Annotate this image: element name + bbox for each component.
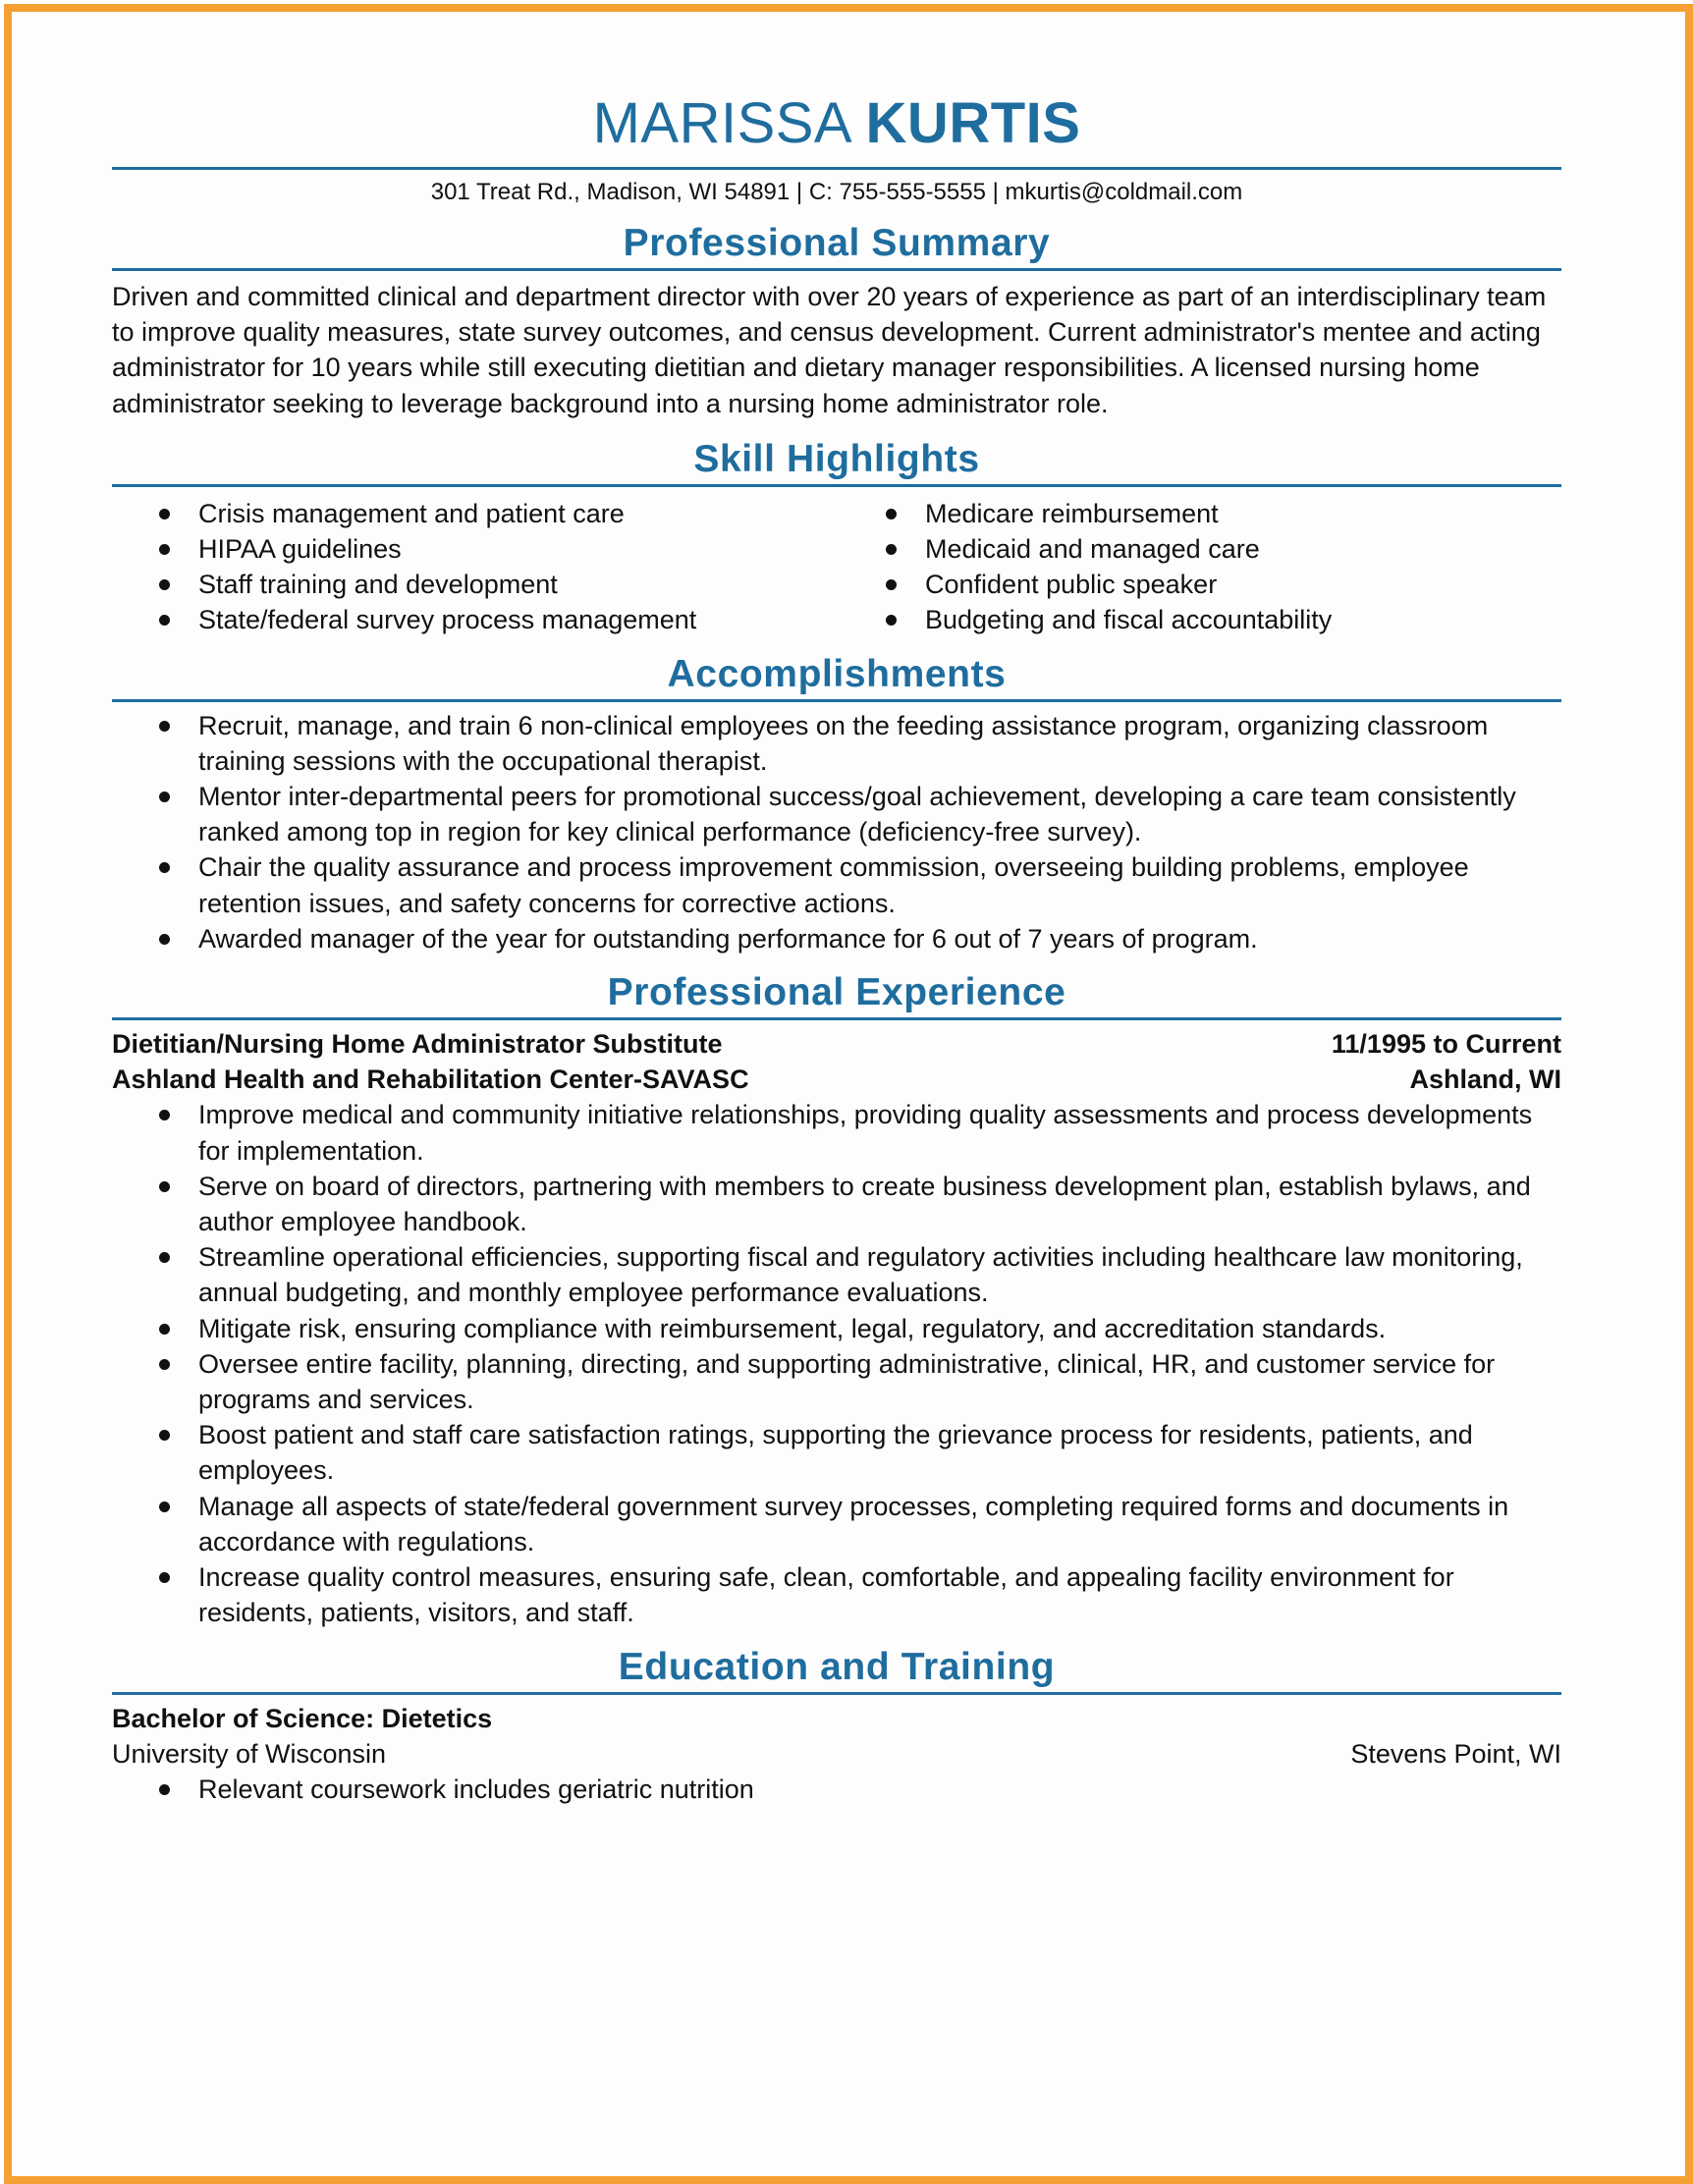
education-rule [112,1692,1561,1695]
accomplishments-rule [112,699,1561,702]
accomplishment-item: Chair the quality assurance and process improvement commission, overseeing building problems, employee retention issues, and safety concerns for corrective actions. [112,849,1561,920]
skill-item: Budgeting and fiscal accountability [839,602,1561,637]
job-title: Dietitian/Nursing Home Administrator Substitute [112,1029,723,1060]
candidate-name [112,84,1561,163]
accomplishment-item: Recruit, manage, and train 6 non-clinical employees on the feeding assistance program, organizing classroom training sessions with the occupational therapist. [112,708,1561,779]
experience-item: Streamline operational efficiencies, supporting fiscal and regulatory activities including healthcare law monitoring, annual budgeting, and monthly employee performance evaluations. [112,1239,1561,1310]
accomplishments-heading: Accomplishments [667,652,1007,695]
summary-heading: Professional Summary [623,222,1051,264]
skills-list [112,496,1561,638]
experience-item: Boost patient and staff care satisfaction ratings, supporting the grievance process for residents, patients, and employees. [112,1417,1561,1488]
school-location: Stevens Point, WI [1350,1738,1561,1769]
skill-item: Medicaid and managed care [839,531,1561,567]
first-name: MARISSA [592,91,849,155]
last-name: KURTIS [865,91,1081,155]
skill-item: Crisis management and patient care [112,496,839,531]
degree: Bachelor of Science: Dietetics [112,1703,493,1733]
skills-left-column [112,496,839,638]
skills-rule [112,484,1561,487]
resume [112,84,1561,1807]
skill-item: State/federal survey process management [112,602,839,637]
contact-line: 301 Treat Rd., Madison, WI 54891 | C: 755-555-5555 | mkurtis@coldmail.com [430,179,1243,205]
degree-row [112,1701,1561,1736]
experience-item: Increase quality control measures, ensuring safe, clean, comfortable, and appealing facility environment for residents, patients, visitors, and staff. [112,1559,1561,1630]
experience-rule [112,1017,1561,1020]
experience-item: Serve on board of directors, partnering with members to create business development plan, establish bylaws, and author employee handbook. [112,1169,1561,1239]
experience-heading: Professional Experience [607,971,1066,1014]
school-name: University of Wisconsin [112,1738,387,1769]
experience-item: Improve medical and community initiative relationships, providing quality assessments and process developments for implementation. [112,1097,1561,1168]
skills-heading: Skill Highlights [693,437,980,480]
education-list [112,1772,1561,1807]
education-heading: Education and Training [618,1645,1056,1688]
skill-item: Staff training and development [112,567,839,602]
summary-rule [112,268,1561,271]
experience-list [112,1097,1561,1630]
skills-right-column [839,496,1561,638]
header-rule [112,167,1561,170]
summary-text: Driven and committed clinical and department director with over 20 years of experience as part of an interdisciplinary team to improve quality measures, state survey outcomes, and census development. Current administrator's mentee and acting administrator for 10 years while still executing dietitian and dietary manager responsibilities. A licensed nursing home administrator seeking to leverage background into a nursing home administrator role. [112,282,1547,418]
experience-item: Oversee entire facility, planning, directing, and supporting administrative, clinical, HR, and customer service for programs and services. [112,1346,1561,1417]
employer-location: Ashland, WI [1409,1065,1561,1095]
accomplishment-item: Awarded manager of the year for outstanding performance for 6 out of 7 years of program. [112,921,1561,956]
education-item: Relevant coursework includes geriatric nutrition [112,1772,1561,1807]
skill-item: Medicare reimbursement [839,496,1561,531]
employer-name: Ashland Health and Rehabilitation Center-SAVASC [112,1065,749,1095]
job-dates: 11/1995 to Current [1331,1029,1561,1060]
employer-row [112,1062,1561,1097]
skill-item: HIPAA guidelines [112,531,839,567]
experience-item: Manage all aspects of state/federal government survey processes, completing required forms and documents in accordance with regulations. [112,1489,1561,1559]
skill-item: Confident public speaker [839,567,1561,602]
accomplishments-list [112,708,1561,956]
accomplishment-item: Mentor inter-departmental peers for promotional success/goal achievement, developing a care team consistently ranked among top in region for key clinical performance (deficiency-free survey). [112,779,1561,849]
experience-item: Mitigate risk, ensuring compliance with reimbursement, legal, regulatory, and accreditation standards. [112,1311,1561,1346]
school-row [112,1736,1561,1772]
job-header [112,1026,1561,1062]
